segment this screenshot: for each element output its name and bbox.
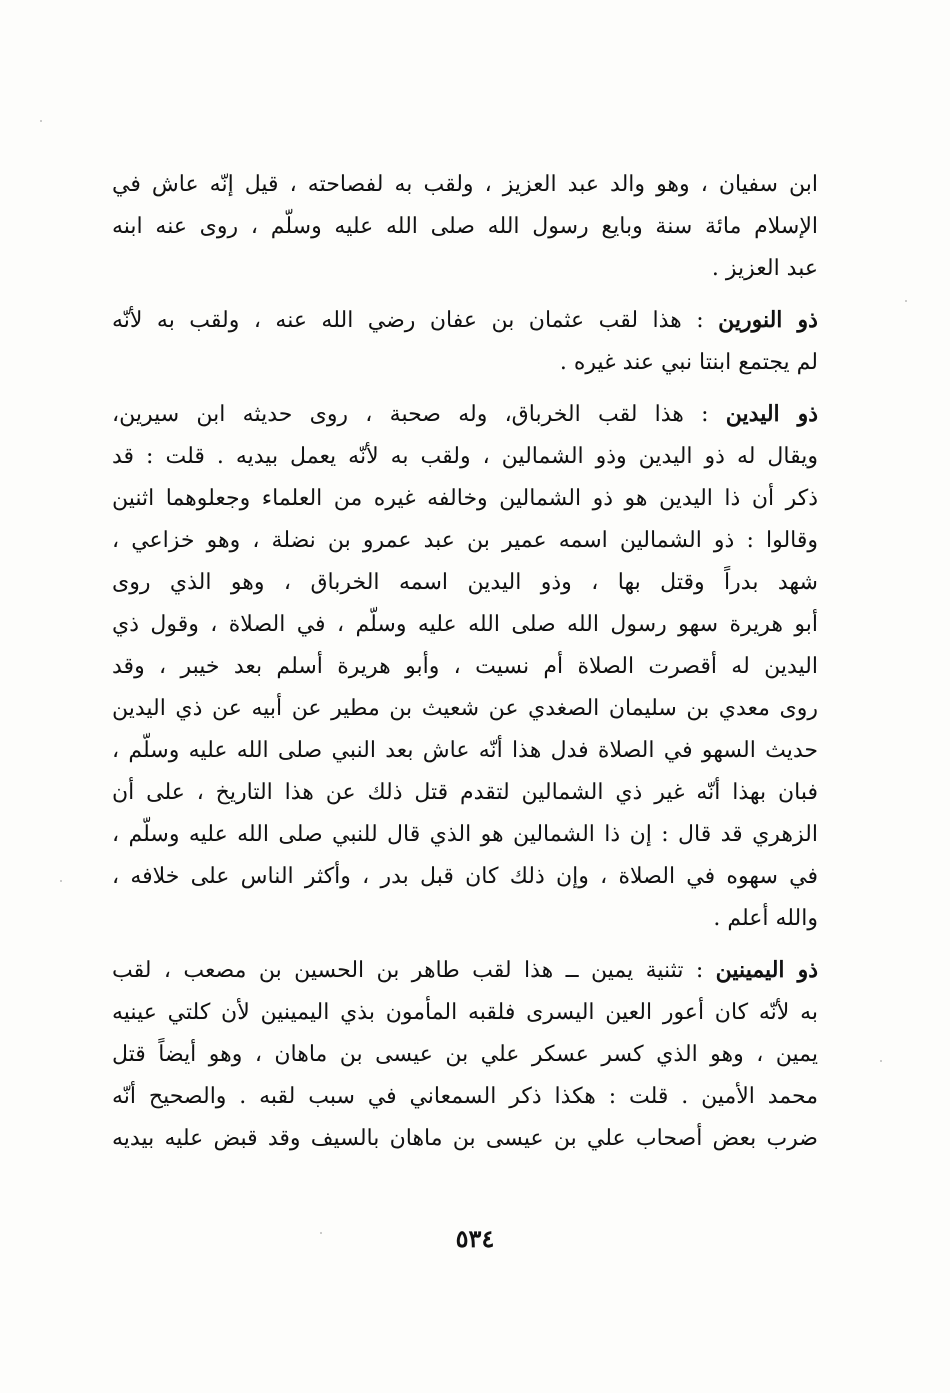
scan-speck [40, 120, 42, 122]
text-line: به لأنّه كان أعور العين اليسرى فلقبه المأمون بذي اليمينين لأن كلتي عينيه [112, 1000, 818, 1025]
text-line [112, 949, 818, 992]
text-line: الزهري قد قال : إن ذا الشمالين هو الذي قال للنبي صلى الله عليه وسلّم ، [112, 822, 818, 847]
entry-text: : تثنية يمين ــ هذا لقب طاهر بن الحسين بن مصعب ، لقب [112, 958, 716, 983]
text-line: شهد بدراً وقتل بها ، وذو اليدين اسمه الخرباق ، وهو الذي روى [112, 570, 818, 595]
entry-text: : هذا لقب الخرباق، وله صحبة ، روى حديثه ابن سيرين، [112, 402, 726, 427]
text-line: ضرب بعض أصحاب علي بن عيسى بن ماهان بالسيف وقد قبض عليه بيديه [112, 1126, 818, 1151]
page-body-text [112, 164, 818, 1169]
text-line: عبد العزيز . [711, 256, 818, 281]
text-line: فبان بهذا أنّه غير ذي الشمالين لتقدم قتل ذلك عن هذا التاريخ ، على أن [112, 780, 818, 805]
text-line: ابن سفيان ، وهو والد عبد العزيز ، ولقب به لفصاحته ، قيل إنّه عاش في [112, 172, 818, 197]
entry-dhu-al-nurayn [112, 299, 818, 384]
page-number: ٥٣٤ [455, 1224, 495, 1253]
entry-term: ذو اليدين [725, 401, 818, 427]
scan-speck [880, 1060, 882, 1062]
scan-speck [905, 300, 907, 302]
entry-text: : هذا لقب عثمان بن عفان رضي الله عنه ، ولقب به لأنّه [112, 308, 719, 333]
text-line: يمين ، وهو الذي كسر عسكر علي بن عيسى بن ماهان ، وهو أيضاً قتل [112, 1042, 818, 1067]
entry-dhu-al-yaminayn [112, 949, 818, 1160]
text-line: والله أعلم . [713, 906, 818, 931]
scan-speck [320, 1232, 322, 1234]
text-line: روى معدي بن سليمان الصغدي عن شعيث بن مطير عن أبيه عن ذي اليدين [112, 696, 818, 721]
text-line [112, 299, 818, 342]
text-line: وقالوا : ذو الشمالين اسمه عمير بن عبد عمرو بن نضلة ، وهو خزاعي ، [112, 528, 818, 553]
text-line [112, 393, 818, 436]
text-line: أبو هريرة سهو رسول الله صلى الله عليه وسلّم ، في الصلاة ، وقول ذي [112, 612, 818, 637]
text-line: ذكر أن ذا اليدين هو ذو الشمالين وخالفه غيره من العلماء وجعلوهما اثنين [112, 486, 818, 511]
text-line: اليدين له أقصرت الصلاة أم نسيت ، وأبو هريرة أسلم بعد خيبر ، وقد [112, 654, 818, 679]
text-line: حديث السهو في الصلاة فدل هذا أنّه عاش بعد النبي صلى الله عليه وسلّم ، [112, 738, 818, 763]
scan-speck [60, 880, 62, 882]
entry-term: ذو اليمينين [715, 957, 818, 983]
text-line: لم يجتمع ابنتا نبي عند غيره . [559, 350, 818, 375]
text-line: الإسلام مائة سنة وبايع رسول الله صلى الله عليه وسلّم ، روى عنه ابنه [112, 214, 818, 239]
paragraph-continuation [112, 164, 818, 290]
text-line: ويقال له ذو اليدين وذو الشمالين ، ولقب به لأنّه يعمل بيديه . قلت : قد [112, 444, 818, 469]
entry-dhu-al-yadayn [112, 393, 818, 940]
entry-term: ذو النورين [718, 307, 818, 333]
text-line: في سهوه في الصلاة ، وإن ذلك كان قبل بدر ، وأكثر الناس على خلافه ، [112, 864, 818, 889]
text-line: محمد الأمين . قلت : هكذا ذكر السمعاني في سبب لقبه . والصحيح أنّه [112, 1084, 818, 1109]
